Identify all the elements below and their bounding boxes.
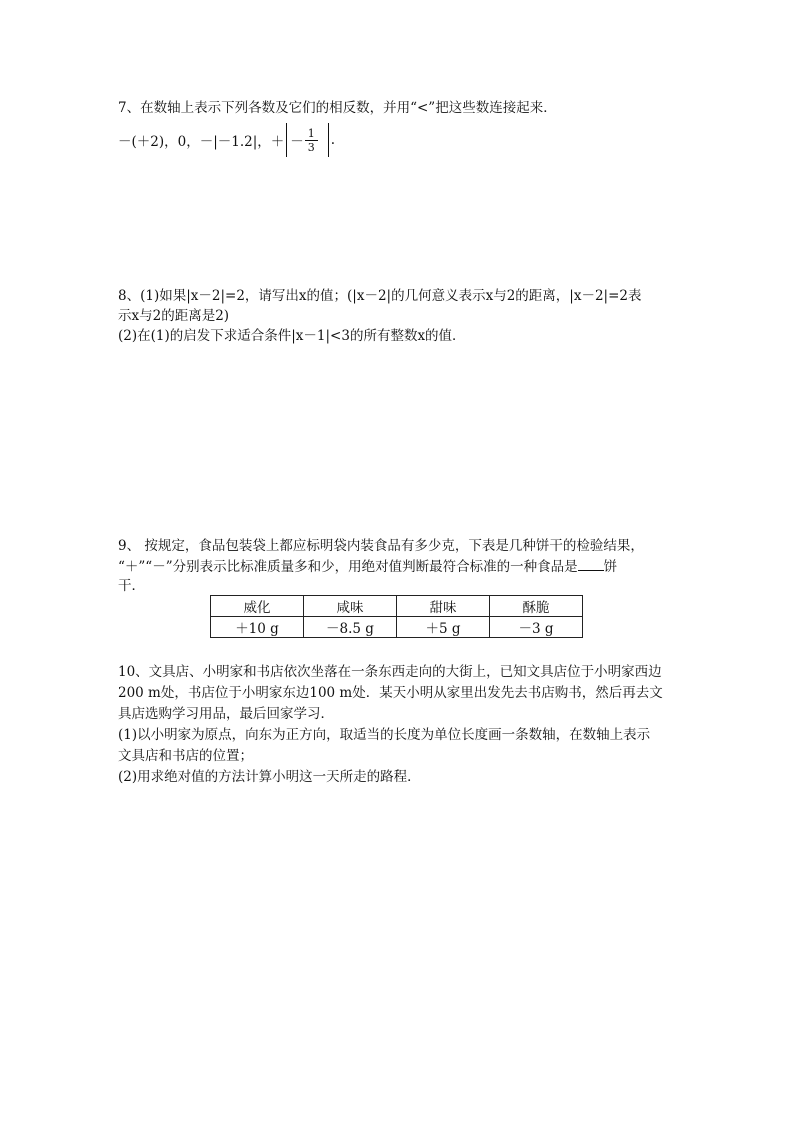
q10-text-line5: 文具店和书店的位置； [118, 748, 253, 764]
biscuit-results-table [210, 595, 583, 638]
q10-text-line2: 200 m处，书店位于小明家东边100 m处．某天小明从家里出发先去书店购书，然后再去文 [118, 685, 663, 701]
q7-expression-suffix: . [330, 132, 336, 148]
table-cell: －8.5 g [304, 617, 397, 638]
q8-text-line1: 8、(1)如果|x－2|=2，请写出x的值；(|x－2|的几何意义表示x与2的距离，|x－2|=2表 [118, 288, 642, 304]
q10-text-line3: 具店选购学习用品，最后回家学习． [118, 706, 334, 722]
q10-text-line4: (1)以小明家为原点，向东为正方向，取适当的长度为单位长度画一条数轴，在数轴上表示 [118, 727, 651, 743]
table-header-cell: 威化 [211, 596, 304, 617]
q7-expression [118, 122, 335, 158]
table-row [211, 617, 583, 638]
q9-text-line1: 9、 按规定，食品包装袋上都应标明袋内装食品有多少克，下表是几种饼干的检验结果， [118, 538, 644, 554]
q9-text-line3: 干． [118, 578, 145, 594]
q9-line2-after: 饼 [603, 559, 618, 575]
table-header-cell: 甜味 [397, 596, 490, 617]
q7-text: 7、在数轴上表示下列各数及它们的相反数，并用“<”把这些数连接起来． [118, 100, 557, 116]
q9-text-line2 [118, 556, 617, 577]
table-cell: ＋10 g [211, 617, 304, 638]
q7-fraction-sign: － [290, 134, 304, 150]
q7-fraction-numerator: 1 [305, 127, 318, 141]
table-header-cell: 酥脆 [490, 596, 583, 617]
abs-bar-right [328, 123, 329, 157]
q7-absolute-fraction [286, 123, 329, 157]
table-cell: ＋5 g [397, 617, 490, 638]
table-header-cell: 咸味 [304, 596, 397, 617]
answer-blank [578, 556, 604, 571]
q8-text-line3: (2)在(1)的启发下求适合条件|x－1|<3的所有整数x的值． [118, 328, 466, 344]
abs-bar-left [286, 123, 287, 157]
q9-line2-before: “＋”“－”分别表示比标准质量多和少，用绝对值判断最符合标准的一种食品是 [118, 559, 578, 575]
q7-fraction-denominator: 3 [307, 140, 315, 154]
q7-expression-prefix: －(＋2)，0，－|－1.2|，＋ [118, 134, 285, 150]
q10-text-line1: 10、文具店、小明家和书店依次坐落在一条东西走向的大街上，已知文具店位于小明家西边 [118, 664, 662, 680]
table-cell: －3 g [490, 617, 583, 638]
table-header-row [211, 596, 583, 617]
q7-fraction [305, 127, 318, 154]
q8-text-line2: 示x与2的距离是2) [118, 308, 230, 324]
q10-text-line6: (2)用求绝对值的方法计算小明这一天所走的路程． [118, 769, 421, 785]
